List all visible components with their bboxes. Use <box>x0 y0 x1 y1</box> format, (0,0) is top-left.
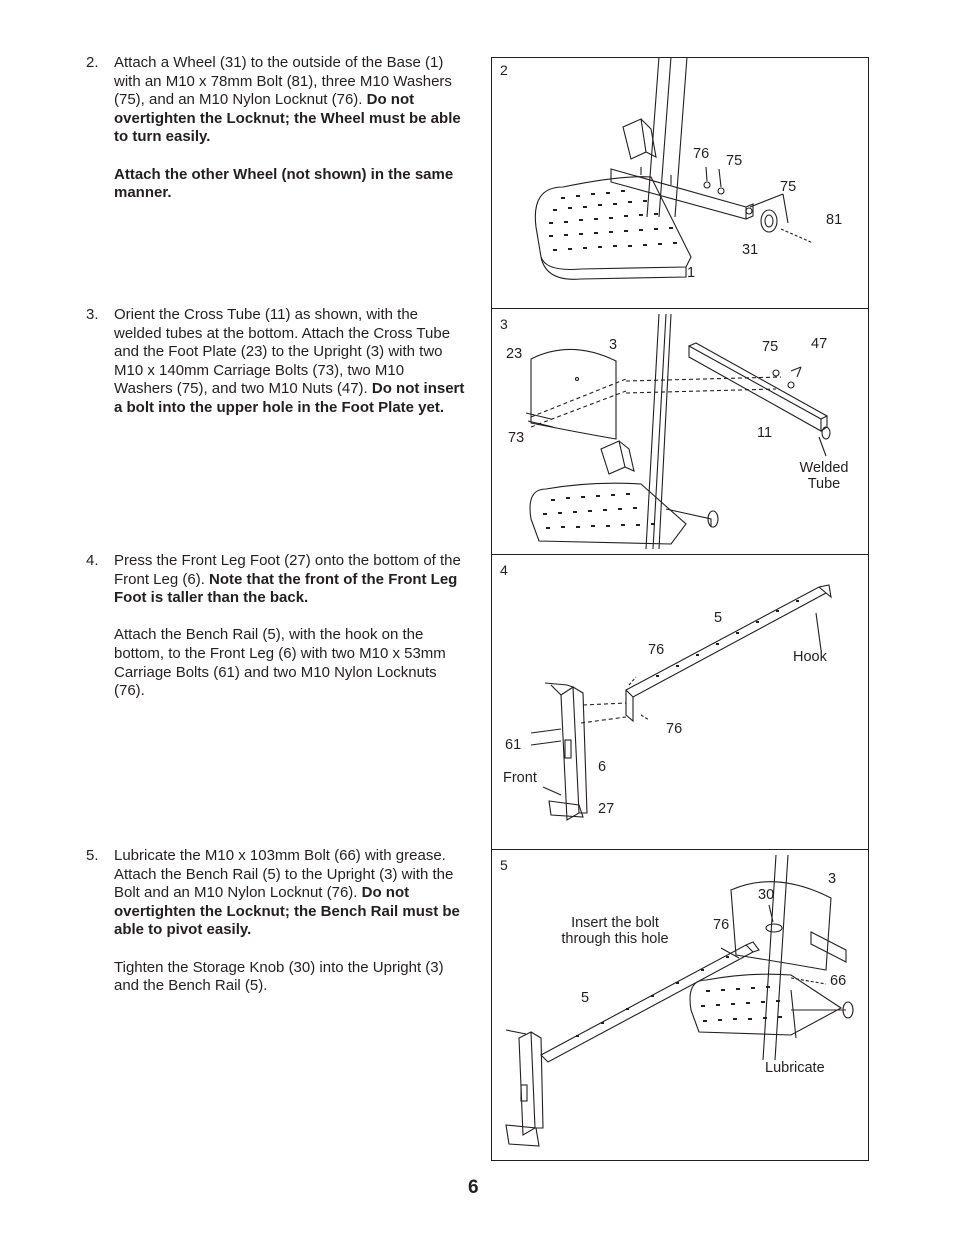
callout-75: 75 <box>762 339 779 355</box>
step-number: 2. <box>86 54 99 71</box>
callout-23: 23 <box>506 346 523 362</box>
step-warning: Do not insert a bolt into the upper hole in the Foot Plate yet. <box>114 380 465 416</box>
step-number: 5. <box>86 847 99 864</box>
callout-3: 3 <box>828 871 837 887</box>
step-text: Press the Front Leg Foot (27) onto the bottom of the Front Leg (6). <box>114 552 461 588</box>
callout-27: 27 <box>598 801 615 817</box>
step-2 <box>86 54 466 203</box>
page-number: 6 <box>468 1177 479 1198</box>
panel-label: 5 <box>500 857 508 873</box>
step-note: Attach the other Wheel (not shown) in the same manner. <box>114 165 454 202</box>
callout-11: 11 <box>757 425 773 441</box>
callout-welded-tube: Welded Tube <box>799 460 849 492</box>
callout-73: 73 <box>508 430 525 446</box>
callout-76: 76 <box>693 146 710 162</box>
panel-label: 2 <box>500 62 508 78</box>
callout-front: Front <box>503 770 537 786</box>
step-text: Attach a Wheel (31) to the outside of the Base (1) with an M10 x 78mm Bolt (81), three M10 Washers (75), and an M10 Nylon Locknut (76). <box>114 54 452 109</box>
callout-hook: Hook <box>793 649 827 665</box>
callout-61: 61 <box>505 737 522 753</box>
callout-31: 31 <box>742 242 759 258</box>
panel-label: 3 <box>500 316 508 332</box>
step-warning: Note that the front of the Front Leg Foot is taller than the back. <box>114 570 458 607</box>
callout-insert-bolt: Insert the bolt through this hole <box>561 915 669 947</box>
step-4 <box>86 552 466 701</box>
callout-47: 47 <box>811 336 828 352</box>
callout-75: 75 <box>780 179 797 195</box>
callout-6: 6 <box>598 759 607 775</box>
callout-81: 81 <box>826 212 843 228</box>
step-warning: Do not overtighten the Locknut; the Bench Rail must be able to pivot easily. <box>114 884 460 939</box>
step-text: Lubricate the M10 x 103mm Bolt (66) with grease. Attach the Bench Rail (5) to the Upright (3) with the Bolt and an M10 Nylon Locknut (76). <box>114 847 454 902</box>
step-text-2: Tighten the Storage Knob (30) into the Upright (3) and the Bench Rail (5). <box>114 958 444 995</box>
callout-5: 5 <box>714 610 723 626</box>
figure-5-bench-rail-upright <box>491 850 869 1160</box>
panel-label: 4 <box>500 562 508 578</box>
callout-5: 5 <box>581 990 590 1006</box>
callout-1: 1 <box>687 265 696 281</box>
step-text-2: Attach the Bench Rail (5), with the hook on the bottom, to the Front Leg (6) with two M10 x 53mm Carriage Bolts (61) and two M10 Nylon Locknuts (76). <box>114 626 446 700</box>
callout-76: 76 <box>666 721 683 737</box>
step-5 <box>86 847 466 996</box>
callout-76: 76 <box>713 917 730 933</box>
step-number: 4. <box>86 552 99 569</box>
tread-pattern <box>549 190 677 251</box>
figure-2-wheel-assembly <box>491 57 869 308</box>
step-3 <box>86 306 466 418</box>
callout-75: 75 <box>726 153 743 169</box>
step-text: Orient the Cross Tube (11) as shown, with the welded tubes at the bottom. Attach the Cross Tube and the Foot Plate (23) to the Upright (3) with two M10 x 140mm Carriage Bolts (73), two M10 Washers (75), and two M10 Nuts (47). <box>114 306 451 398</box>
step-warning: Do not overtighten the Locknut; the Wheel must be able to turn easily. <box>114 91 461 146</box>
callout-3: 3 <box>609 337 618 353</box>
step-number: 3. <box>86 306 99 323</box>
callout-lubricate: Lubricate <box>765 1060 825 1076</box>
figure-4-bench-rail-front-leg <box>491 555 869 849</box>
callout-30: 30 <box>758 887 775 903</box>
callout-76: 76 <box>648 642 665 658</box>
callout-66: 66 <box>830 973 847 989</box>
